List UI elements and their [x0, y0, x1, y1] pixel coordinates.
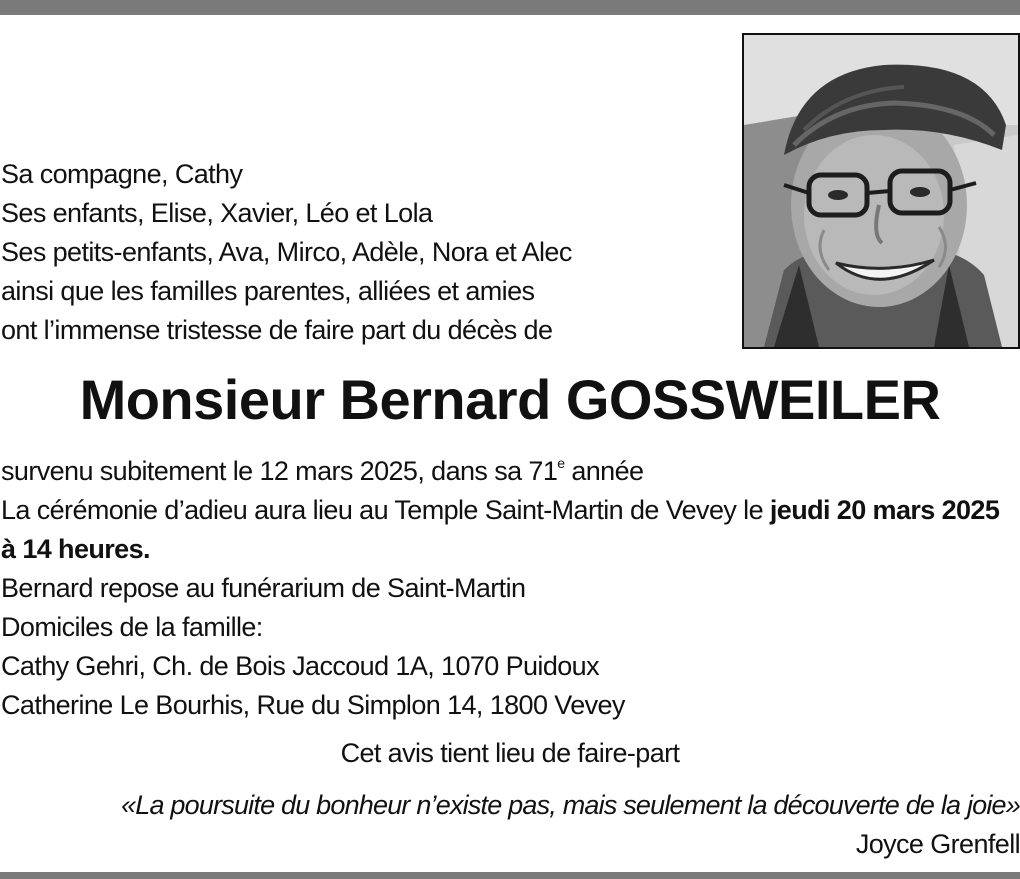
death-line: [1, 452, 1020, 491]
top-rule: [0, 0, 1020, 15]
notice-line: Cet avis tient lieu de faire-part: [340, 738, 680, 768]
ceremony-date-time: jeudi 20 mars 2025 à 14 heures.: [1, 495, 1000, 564]
quote-text: «La poursuite du bonheur n’existe pas, mais seulement la découverte de la joie»: [121, 790, 1020, 820]
quote-author: Joyce Grenfell: [855, 829, 1020, 859]
intro-line-companion: Sa compagne, Cathy: [1, 159, 243, 189]
ordinal-suffix: e: [557, 455, 565, 471]
intro-line-grandchildren: Ses petits-enfants, Ava, Mirco, Adèle, Nora et Alec: [1, 237, 572, 267]
intro-line-children: Ses enfants, Elise, Xavier, Léo et Lola: [1, 198, 433, 228]
death-text: survenu subitement le 12 mars 2025, dans sa 71: [1, 456, 558, 486]
deceased-name: Monsieur Bernard GOSSWEILER: [79, 368, 941, 431]
ceremony-text: La cérémonie d’adieu aura lieu au Temple Saint-Martin de Vevey le: [1, 495, 770, 525]
addresses-heading: Domiciles de la famille:: [1, 612, 263, 642]
portrait-photo: [742, 33, 1020, 349]
resting-line: Bernard repose au funérarium de Saint-Martin: [1, 573, 526, 603]
address-cathy: Cathy Gehri, Ch. de Bois Jaccoud 1A, 1070 Puidoux: [1, 651, 599, 681]
ceremony-line: [1, 491, 1020, 569]
bottom-rule: [0, 872, 1020, 879]
intro-line-families: ainsi que les familles parentes, alliées et amies: [1, 276, 535, 306]
intro-line-announcement: ont l’immense tristesse de faire part du décès de: [1, 315, 553, 345]
family-intro: [1, 155, 721, 350]
obituary-details: [1, 452, 1020, 725]
address-catherine: Catherine Le Bourhis, Rue du Simplon 14, 1800 Vevey: [1, 690, 625, 720]
death-text-after: année: [564, 456, 644, 486]
